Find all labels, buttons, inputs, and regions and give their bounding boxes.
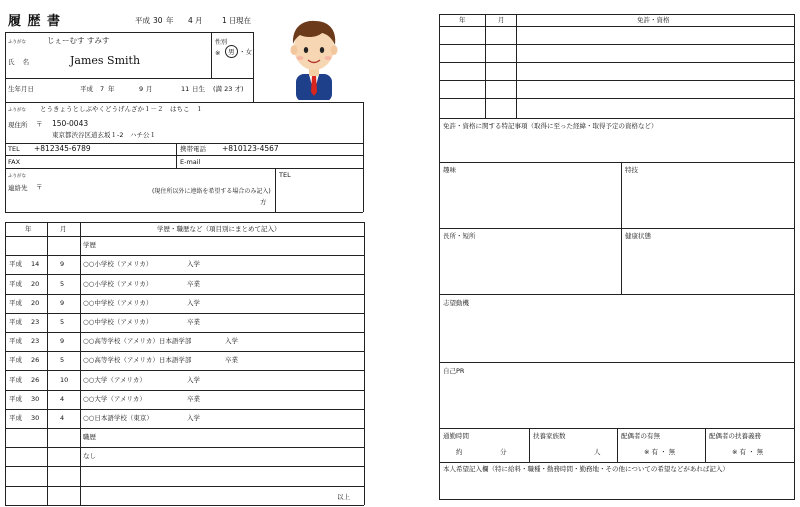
table-row-divider (5, 274, 364, 275)
table-row-divider (5, 505, 364, 506)
history-row-era: 平成 (9, 394, 22, 403)
rule (439, 362, 795, 363)
address-furigana-label: ふりがな (8, 108, 26, 113)
birth-era: 平成 (80, 85, 93, 93)
history-row-text: ○○中学校（アメリカ） (83, 298, 153, 307)
rule (5, 32, 253, 33)
history-row-era: 平成 (9, 337, 22, 346)
history-row-text: ○○日本語学校（東京） (83, 413, 153, 422)
rule (439, 118, 795, 119)
rule (176, 143, 177, 168)
gender-male: 男 (228, 48, 235, 56)
table-row-divider (5, 486, 364, 487)
birth-day: 11 (181, 85, 190, 93)
history-row-month: 5 (60, 279, 65, 288)
history-row-text: ○○小学校（アメリカ） (83, 260, 153, 269)
history-row-month: 9 (60, 337, 65, 346)
dependents-unit: 人 (594, 448, 601, 456)
birth-year-unit: 年 (108, 85, 115, 93)
history-row-text: なし (83, 452, 96, 461)
rule (5, 155, 363, 156)
license-month-header: 月 (498, 16, 505, 24)
spouse-support-value: ※ 有 ・ 無 (732, 448, 764, 456)
gender-mark: ※ (215, 49, 221, 57)
table-border-right (364, 222, 365, 505)
rule (485, 14, 486, 118)
history-table (5, 222, 364, 505)
history-row-era: 平成 (9, 375, 22, 384)
birth-label: 生年月日 (8, 85, 34, 93)
history-row-month: 9 (60, 298, 65, 307)
history-row-year: 30 (31, 413, 40, 422)
history-row-year: 14 (31, 260, 40, 269)
history-row-year: 23 (31, 337, 40, 346)
history-month-header: 月 (60, 225, 67, 233)
history-row-year: 23 (31, 317, 40, 326)
history-row-status: 入学 (187, 260, 200, 269)
wishes-label: 本人希望記入欄（特に給料・職種・勤務時間・勤務地・その他についての希望などがあれば記入） (443, 465, 729, 473)
spouse-label: 配偶者の有無 (621, 432, 660, 440)
history-row-year: 26 (31, 356, 40, 365)
table-row-divider (5, 351, 364, 352)
avatar-photo (280, 14, 348, 100)
name-label: 氏 名 (8, 58, 33, 66)
history-row-month: 5 (60, 356, 65, 365)
date-era: 平成 (135, 16, 150, 25)
rule (5, 78, 253, 79)
table-row-divider (5, 370, 364, 371)
history-row-status: 卒業 (225, 356, 238, 365)
name-furigana: じぇーむす すみす (47, 36, 110, 45)
history-row-status: 入学 (225, 337, 238, 346)
history-row-status: 入学 (187, 375, 200, 384)
history-content-header: 学歴・職歴など（項目別にまとめて記入） (157, 225, 281, 233)
skill-label: 特技 (625, 166, 638, 174)
history-row-text: ○○小学校（アメリカ） (83, 279, 153, 288)
birth-age: (満 23 才) (213, 85, 244, 93)
commute-label: 通勤時間 (443, 432, 469, 440)
history-row-month: 5 (60, 317, 65, 326)
name-value: James Smith (70, 54, 141, 67)
history-row-status: 入学 (187, 298, 200, 307)
fax-label: FAX (8, 158, 21, 166)
mobile-value: +810123-4567 (222, 144, 279, 153)
rule (5, 102, 363, 103)
rule (439, 228, 795, 229)
contact-note: (現住所以外に連絡を希望する場合のみ記入) (152, 188, 271, 195)
rule (516, 14, 517, 118)
history-row-era: 平成 (9, 279, 22, 288)
history-row-text: ○○高等学校（アメリカ）日本語学部 (83, 337, 192, 346)
rule (705, 428, 706, 462)
postal-code: 150-0043 (52, 119, 89, 128)
rule (439, 294, 795, 295)
tel-value: +812345-6789 (34, 144, 91, 153)
dependents-label: 扶養家族数 (533, 432, 566, 440)
date-day-unit: 日 (229, 16, 237, 25)
rule (439, 44, 795, 45)
rule (617, 428, 618, 462)
history-row-month: 10 (60, 375, 69, 384)
history-row-era: 平成 (9, 356, 22, 365)
gender-label: 性別 (215, 39, 228, 46)
date-year: 30 (153, 16, 163, 25)
spouse-support-label: 配偶者の扶養義務 (709, 432, 761, 440)
rule (439, 62, 795, 63)
date-year-unit: 年 (166, 16, 174, 25)
history-row-text: ○○大学（アメリカ） (83, 394, 146, 403)
history-row-status: 卒業 (187, 279, 200, 288)
table-row-divider (5, 332, 364, 333)
rule (5, 102, 6, 212)
license-year-header: 年 (459, 16, 466, 24)
rule (5, 212, 363, 213)
rule (439, 462, 795, 463)
history-row-status: 入学 (187, 413, 200, 422)
history-row-era: 平成 (9, 317, 22, 326)
motivation-label: 志望動機 (443, 299, 469, 307)
email-label: E-mail (180, 158, 201, 166)
table-border-top (5, 222, 364, 223)
history-row-year: 26 (31, 375, 40, 384)
table-row-divider (5, 255, 364, 256)
postal-mark: 〒 (36, 120, 43, 128)
address-line: 東京都渋谷区道玄坂１-2 ハチ公１ (52, 131, 156, 139)
rule (253, 32, 254, 102)
history-row-month: 4 (60, 394, 65, 403)
self-pr-label: 自己PR (443, 367, 465, 375)
rule (211, 32, 212, 78)
furigana-label: ふりがな (8, 40, 26, 45)
history-row-era: 平成 (9, 260, 22, 269)
date-day: 1 (222, 16, 227, 25)
contact-postal-mark: 〒 (36, 183, 43, 191)
commute-min: 分 (500, 448, 507, 456)
license-content-header: 免許・資格 (637, 16, 670, 24)
rule (439, 80, 795, 81)
table-header-divider (5, 236, 364, 237)
table-row-divider (5, 447, 364, 448)
commute-approx: 約 (456, 448, 463, 456)
history-row-year: 20 (31, 279, 40, 288)
mobile-label: 携帯電話 (180, 145, 206, 153)
table-column-divider (80, 222, 81, 505)
address-label: 現住所 (8, 121, 28, 129)
history-row-month: 4 (60, 413, 65, 422)
rule (439, 162, 795, 163)
rule (5, 32, 6, 102)
contact-label: 連絡先 (8, 184, 28, 192)
rule (529, 428, 530, 462)
date-month: 4 (188, 16, 193, 25)
history-row-status: 卒業 (187, 317, 200, 326)
history-row-month: 9 (60, 260, 65, 269)
table-row-divider (5, 428, 364, 429)
address-furigana: とうきょうとしぶやくどうげんざか１－２ はちこ １ (40, 105, 203, 113)
history-row-text: ○○大学（アメリカ） (83, 375, 146, 384)
contact-kata: 方 (260, 198, 267, 206)
history-row-era: 平成 (9, 413, 22, 422)
birth-year: 7 (100, 85, 105, 93)
table-row-divider (5, 313, 364, 314)
birth-day-unit: 日生 (192, 85, 205, 93)
document-title: 履 歴 書 (8, 14, 62, 29)
history-row-text: ○○高等学校（アメリカ）日本語学部 (83, 356, 192, 365)
history-row-status: 卒業 (187, 394, 200, 403)
table-column-divider (47, 222, 48, 505)
table-row-divider (5, 390, 364, 391)
birth-month: 9 (139, 85, 144, 93)
history-row-year: 20 (31, 298, 40, 307)
strength-label: 長所・短所 (443, 232, 476, 240)
tel-label: TEL (8, 145, 20, 153)
history-row-end: 以上 (337, 492, 350, 501)
rule (363, 102, 364, 212)
history-row-era: 平成 (9, 298, 22, 307)
date-suffix: 現在 (236, 16, 251, 25)
special-notes-label: 免許・資格に関する特記事項（取得に至った経緯・取得予定の資格など） (443, 122, 658, 130)
rule (439, 98, 795, 99)
hobby-label: 趣味 (443, 166, 456, 174)
history-year-header: 年 (25, 225, 32, 233)
health-label: 健康状態 (625, 232, 651, 240)
date-month-unit: 月 (195, 16, 203, 25)
rule (275, 168, 276, 212)
table-row-divider (5, 466, 364, 467)
rule (5, 168, 363, 169)
history-row-text: 職歴 (83, 433, 96, 442)
gender-female: ・女 (239, 48, 252, 56)
spouse-value: ※ 有 ・ 無 (644, 448, 676, 456)
table-border-left (5, 222, 6, 505)
table-row-divider (5, 294, 364, 295)
contact-tel-label: TEL (279, 171, 291, 179)
history-row-text: 学歴 (83, 241, 96, 250)
birth-month-unit: 月 (146, 85, 153, 93)
history-row-text: ○○中学校（アメリカ） (83, 317, 153, 326)
table-row-divider (5, 409, 364, 410)
contact-furigana-label: ふりがな (8, 174, 26, 179)
history-row-year: 30 (31, 394, 40, 403)
rule (439, 26, 795, 27)
